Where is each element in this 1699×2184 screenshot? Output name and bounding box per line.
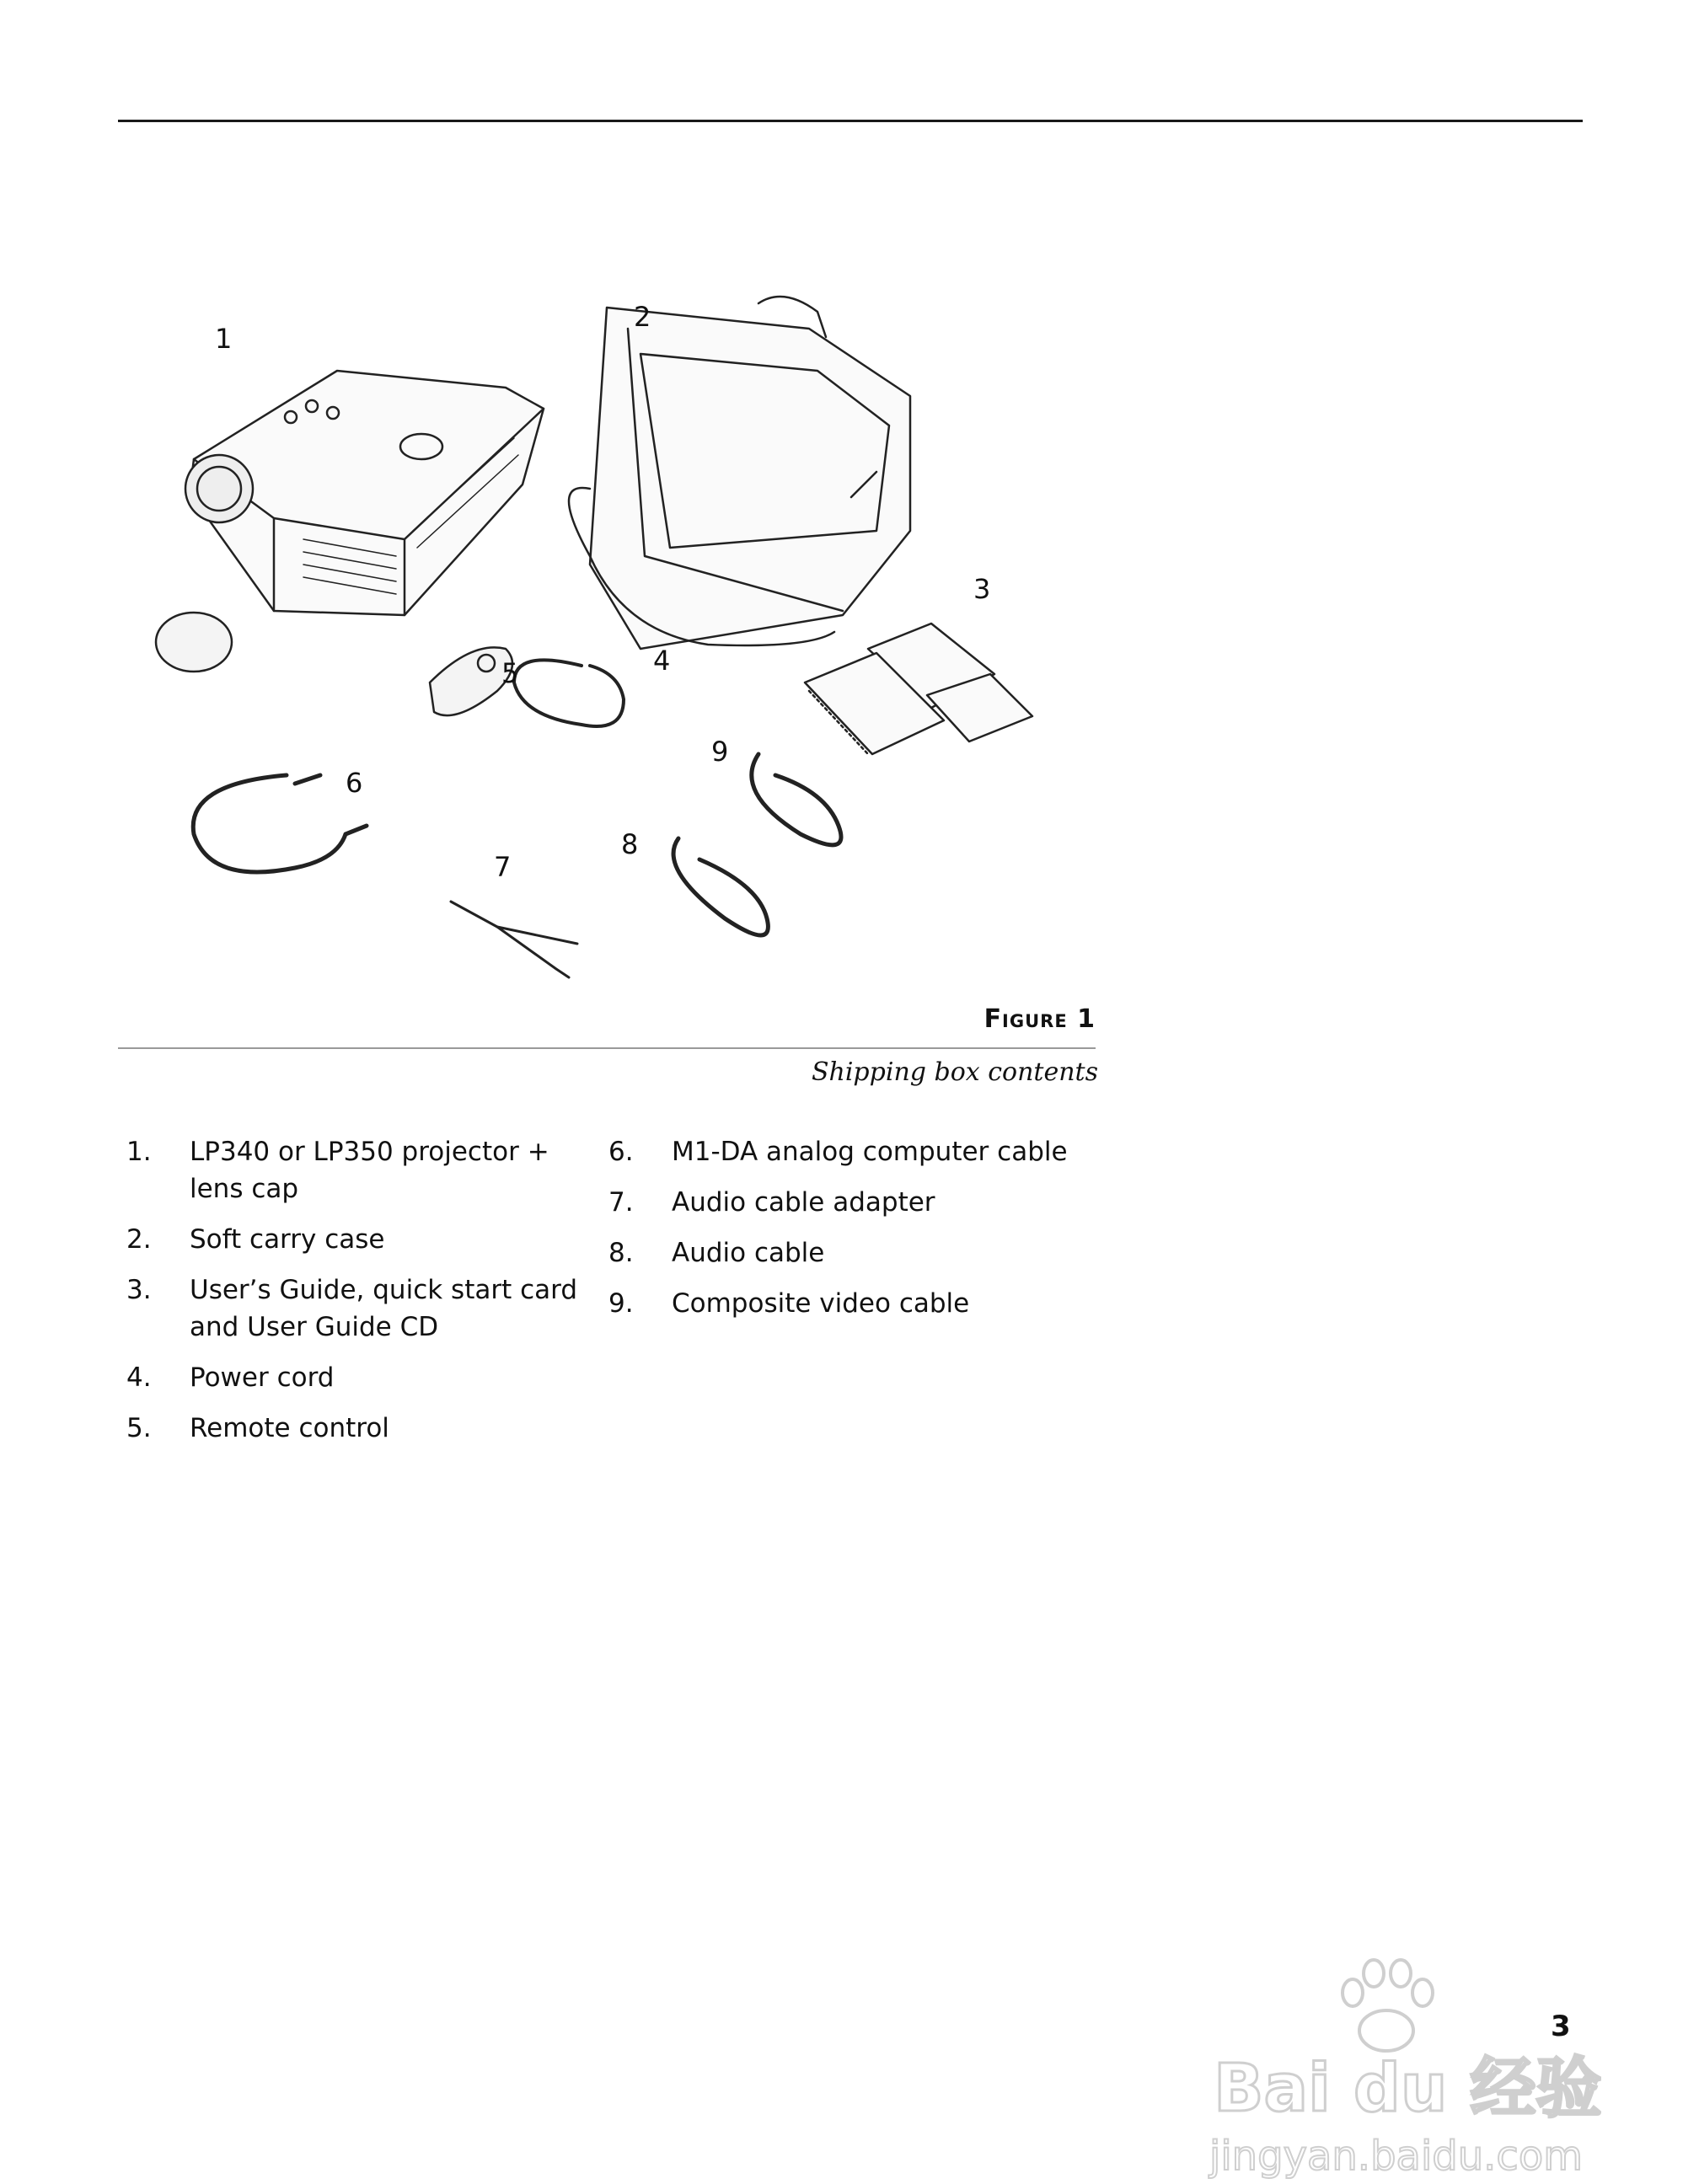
callout-number: 4 (653, 645, 671, 677)
list-item-number: 2. (126, 1224, 152, 1255)
list-item-number: 6. (608, 1137, 634, 1167)
list-item (126, 1410, 598, 1447)
list-item-text: Composite video cable (672, 1288, 970, 1319)
manuals-drawing (805, 624, 1032, 754)
callout-number: 1 (215, 323, 233, 355)
list-item-text: Power cord (190, 1362, 335, 1393)
list-item (608, 1285, 1080, 1322)
figure-label: Figure 1 (983, 1004, 1096, 1034)
lens-cap-drawing (156, 613, 232, 672)
callout-number: 9 (711, 736, 729, 768)
list-item (126, 1221, 598, 1258)
list-item (608, 1184, 1080, 1221)
list-item-text: Soft carry case (190, 1224, 385, 1255)
figure-divider (118, 1047, 1096, 1049)
remote-control-drawing (430, 647, 512, 715)
video-cable-drawing (752, 754, 841, 845)
callout-number: 7 (494, 851, 512, 883)
list-item-number: 8. (608, 1238, 634, 1268)
header-rule (118, 120, 1583, 122)
callout-number: 8 (621, 828, 639, 860)
watermark-url: jingyan.baidu.com (1209, 2133, 1583, 2180)
list-item-text: Audio cable adapter (672, 1187, 935, 1218)
list-item-text: M1-DA analog computer cable (672, 1137, 1068, 1167)
power-cord-drawing (514, 660, 624, 726)
list-item (608, 1234, 1080, 1271)
audio-adapter-drawing (451, 902, 577, 977)
list-item-number: 9. (608, 1288, 634, 1319)
shipping-box-illustration (118, 278, 1104, 994)
contents-column-right (608, 1133, 1080, 1336)
list-item-number: 3. (126, 1275, 152, 1305)
list-item (126, 1359, 598, 1396)
contents-column-left (126, 1133, 598, 1460)
list-item-number: 7. (608, 1187, 634, 1218)
baidu-watermark-logo (1197, 1930, 1601, 2182)
watermark-text: Bai du 经验 (1214, 2051, 1601, 2127)
list-item-number: 5. (126, 1413, 152, 1443)
computer-cable-drawing (193, 775, 367, 872)
figure-caption: Shipping box contents (811, 1057, 1098, 1087)
list-item-number: 1. (126, 1137, 152, 1167)
list-item-text: User’s Guide, quick start card and User Guide CD (190, 1275, 578, 1342)
list-item-text: Audio cable (672, 1238, 825, 1268)
callout-number: 6 (346, 767, 363, 799)
audio-cable-drawing (673, 838, 768, 935)
list-item (126, 1271, 598, 1346)
callout-number: 5 (501, 657, 519, 689)
list-item-text: LP340 or LP350 projector + lens cap (190, 1137, 549, 1204)
callout-number: 2 (634, 301, 651, 333)
list-item (126, 1133, 598, 1207)
page-number: 3 (1551, 2010, 1571, 2043)
list-item-text: Remote control (190, 1413, 389, 1443)
list-item-number: 4. (126, 1362, 152, 1393)
list-item (608, 1133, 1080, 1170)
projector-drawing (185, 371, 544, 615)
carry-case-drawing (569, 297, 910, 649)
callout-number: 3 (973, 573, 991, 605)
